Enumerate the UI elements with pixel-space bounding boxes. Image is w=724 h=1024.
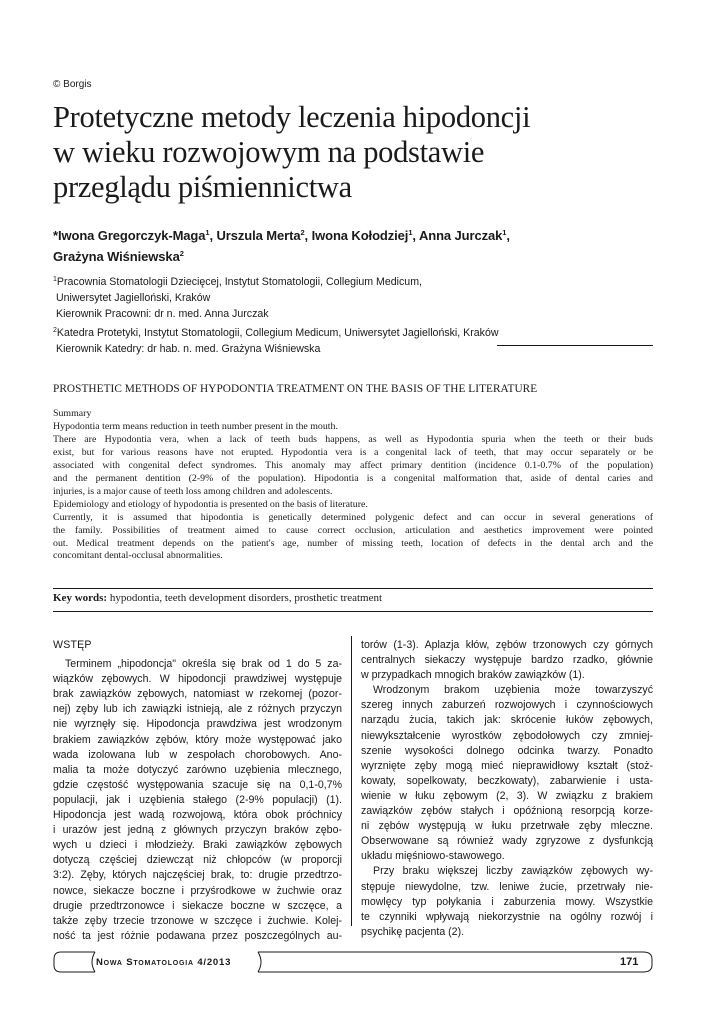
affiliation-marker: 2 — [300, 228, 305, 237]
author-list — [53, 224, 673, 266]
summary-heading: Summary — [53, 408, 92, 419]
body-line: centralnych siekaczy występuje bardzo rzadko, głównie — [361, 654, 653, 667]
body-line: szereg innych zaburzeń rozwojowych i czynnościowych — [361, 699, 653, 712]
keywords-text: hypodontia, teeth development disorders, prosthetic treatment — [109, 592, 383, 604]
author-name: Iwona Kołodziej — [311, 228, 409, 243]
body-line: malia ta może dotyczyć zarówno uzębienia mlecznego, — [53, 763, 342, 776]
affiliation-marker: 2 — [179, 249, 184, 258]
body-line: stępuje niewydolne, tzw. leniwe żucie, przetrwały nie- — [361, 880, 653, 893]
body-line: Obserwowane są również wady zgryzowe z dysfunkcją — [361, 835, 653, 848]
author-name: *Iwona Gregorczyk-Maga — [53, 228, 206, 243]
keywords-label: Key words: — [53, 592, 108, 604]
body-line: wienie w łuku zębowym (2, 3). W związku z brakiem — [361, 789, 653, 802]
body-line: drugie przedtrzonowce i siekacze boczne w szczęce, a — [53, 899, 342, 912]
body-line: torów (1-3). Aplazja kłów, zębów trzonowych czy górnych — [361, 639, 653, 651]
body-line: ność ta jest różnie podawana przez poszczególnych au- — [53, 929, 342, 942]
body-line: Wrodzonym brakom uzębienia może towarzyszyć — [373, 684, 653, 697]
body-line: Hipodoncja jest wadą rozwojową, która obok próchnicy — [53, 809, 342, 822]
affiliation-head: Kierownik Katedry: dr hab. n. med. Grażyna Wiśniewska — [56, 342, 321, 355]
summary-line: injuries, is a major cause of teeth loss among children and adolescents. — [53, 485, 333, 497]
body-line: 3:2). Zęby, których najczęściej brak, to: drugie przedtrzo- — [53, 869, 342, 882]
body-line: brakiem zawiązków zębów, który może występować jako — [53, 733, 342, 746]
body-line: wyrznięte zęby mogą mieć nieprawidłowy kształt (stoż- — [361, 759, 653, 772]
body-line: populacji, jak i uzębienia stałego (2-9% populacji) (1). — [53, 793, 342, 806]
summary-line: Hypodontia term means reduction in teeth number present in the mouth. — [53, 420, 338, 432]
body-line: Przy braku większej liczby zawiązków zębowych wy- — [373, 865, 653, 878]
affiliation-marker: 1 — [502, 228, 507, 237]
author-name: Anna Jurczak — [418, 228, 503, 243]
summary-line: There are Hypodontia vera, when a lack of teeth buds happens, as well as Hypodontia spuria when the teeth or their buds — [53, 433, 653, 445]
author-name: Grażyna Wiśniewska — [53, 249, 180, 264]
body-line: dotyczą częściej dziewcząt niż chłopców (w proporcji — [53, 854, 342, 867]
affiliation-rule — [497, 345, 653, 346]
body-line: zawiązków zębów stałych i opóźnioną resorpcją korze- — [361, 805, 653, 818]
affiliation-marker: 1 — [408, 228, 413, 237]
title-line: w wieku rozwojowym na podstawie — [53, 135, 485, 169]
summary-line: concomitant dental-occlusal abnormalities. — [53, 550, 223, 562]
author-line — [53, 245, 673, 266]
body-line: niewykształcenie wyrostków zębodołowych czy zmniej- — [361, 729, 653, 742]
affiliation-line: $^1$Pracownia Stomatologii Dziecięcej, Instytut Stomatologii, Collegium Medicum, — [53, 276, 422, 288]
affiliation-head: Kierownik Pracowni: dr n. med. Anna Jurczak — [56, 308, 269, 321]
summary-line: Currently, it is assumed that hipodontia is genetically determined polygenic defect and can occur in several generations of — [53, 511, 653, 523]
summary-line: and the permanent dentition (2-9% of the population). Hipodontia is a congenital malformation that, aside of dental caries and — [53, 472, 653, 484]
summary — [53, 408, 653, 563]
summary-line: associated with congenital defect syndromes. This anomaly may affect primary dentition (incidence 0.1-0.7% of the population) — [53, 459, 653, 471]
footer-journal-name: Nowa Stomatologia 4/2013 — [96, 957, 232, 968]
body-line: nej) zęby lub ich zawiązki istnieją, ale z różnych przyczyn — [53, 703, 342, 716]
body-line: brak zawiązków zębowych, natomiast w rzekomej (pozor- — [53, 688, 342, 701]
body-line: w przypadkach mnogich braków zawiązków (1). — [361, 669, 585, 682]
affiliation-marker: 1 — [205, 228, 210, 237]
article-title — [53, 100, 653, 205]
column-divider — [351, 636, 352, 926]
section-heading: WSTĘP — [53, 639, 92, 651]
affiliation-marker: 2 — [53, 326, 57, 334]
english-title: PROSTHETIC METHODS OF HYPODONTIA TREATMENT ON THE BASIS OF THE LITERATURE — [53, 383, 538, 395]
keywords-rule-top — [53, 588, 653, 589]
body-line: Terminem „hipodoncja" określa się brak od 1 do 5 za- — [65, 658, 342, 671]
affiliation-line: Uniwersytet Jagielloński, Kraków — [56, 292, 211, 305]
body-column-right — [361, 638, 653, 940]
body-line: także zęby trzecie trzonowe w szczęce i żuchwie. Kolej- — [53, 914, 342, 927]
body-line: mowlęcy typ połykania i zaburzenia mowy. Wszystkie — [361, 895, 653, 908]
body-line: te czynniki wpływają niekorzystnie na ogólny rozwój i — [361, 910, 653, 923]
keywords — [53, 592, 382, 604]
body-line: układu mięśniowo-stawowego. — [361, 850, 505, 863]
body-line: gdzie częstość występowania szacuje się na 0,1-0,7% — [53, 778, 342, 791]
body-line: ni zębów występują w łuku przetrwałe zęby mleczne. — [361, 820, 653, 833]
summary-line: exist, but for various reasons have not erupted. Hypodontia vera is a congenital lack of teeth, that may occur separately or be — [53, 446, 653, 458]
body-line: narządu żucia, takich jak: skrócenie łuków zębowych, — [361, 714, 653, 727]
title-line: przeglądu piśmiennictwa — [53, 170, 352, 204]
body-line: wych u dzieci i młodzieży. Braki zawiązków zębowych — [53, 839, 342, 852]
body-line: wada izolowana lub w zespołach chorobowych. Ano- — [53, 748, 342, 761]
body-line: nowce, siekacze boczne i przyśrodkowe w żuchwie oraz — [53, 884, 342, 897]
keywords-rule-bottom — [53, 611, 653, 612]
affiliation-line: $^2$Katedra Protetyki, Instytut Stomatologii, Collegium Medicum, Uniwersytet Jagielloński, Kraków — [53, 326, 499, 339]
author-name: Urszula Merta — [216, 228, 301, 243]
body-line: wiązków zębowych. W hipodoncji prawdziwej występuje — [53, 673, 342, 686]
page-number: 171 — [620, 956, 639, 968]
body-line: nie wyrznęły się. Hipodoncja prawdziwa jest wrodzonym — [53, 718, 342, 731]
body-line: szenie wysokości dolnego odcinka twarzy. Ponadto — [361, 744, 653, 757]
body-line: i urazów jest jedną z głównych przyczyn braków zębo- — [53, 824, 342, 837]
copyright-notice: © Borgis — [53, 79, 92, 90]
body-column-left — [53, 638, 342, 944]
author-line: *Iwona Gregorczyk-Maga$^1$, Urszula Merta$^2$, Iwona Kołodziej$^1$, Anna Jurczak$^1$, — [53, 228, 510, 243]
summary-line: Epidemiology and etiology of hypodontia is presented on the basis of literature. — [53, 498, 368, 510]
body-line: kowaty, sopelkowaty, beczkowaty), zabarwienie i usta- — [361, 774, 653, 787]
affiliation-marker: 1 — [53, 276, 57, 283]
body-line: psychikę pacjenta (2). — [361, 925, 465, 938]
summary-line: the family. Possibilities of treatment aimed to cause correct occlusion, articulation and aesthetics improvement were pointed — [53, 524, 653, 536]
title-line: Protetyczne metody leczenia hipodoncji — [53, 100, 531, 134]
summary-line: out. Medical treatment depends on the patient's age, number of missing teeth, location of defects in the dental arch and the — [53, 537, 653, 549]
